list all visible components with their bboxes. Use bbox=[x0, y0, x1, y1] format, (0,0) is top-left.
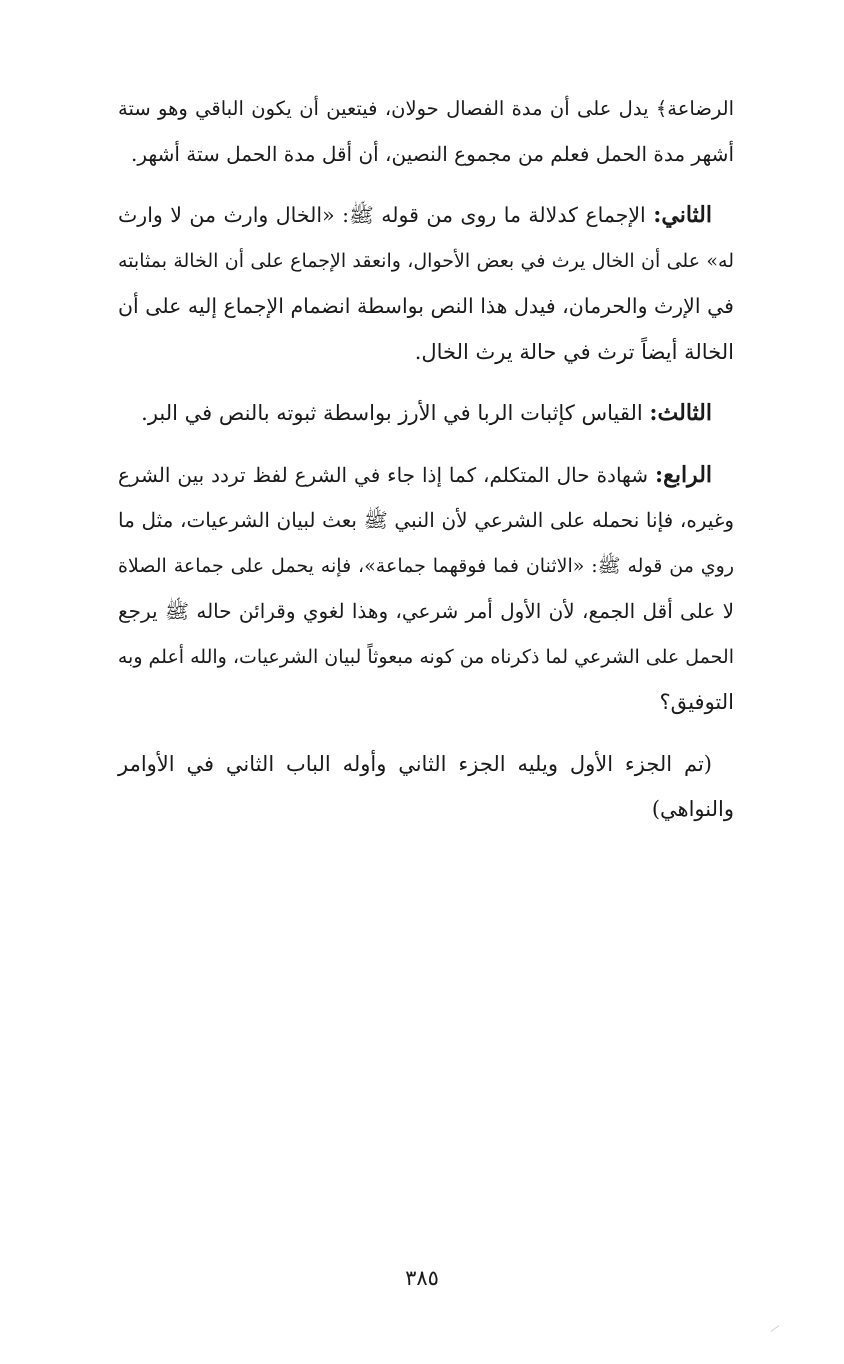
text-line: الحمل على الشرعي لما ذكرناه من كونه مبعوثاً لبيان الشرعيات، والله أعلم وبه bbox=[117, 645, 734, 668]
text-line: أشهر مدة الحمل فعلم من مجموع النصين، أن أقل مدة الحمل ستة أشهر. bbox=[131, 141, 734, 166]
text-line: له» على أن الخال يرث في بعض الأحوال، وانعقد الإجماع على أن الخالة بمثابته bbox=[118, 249, 734, 272]
paragraph-1 bbox=[118, 86, 734, 177]
text-line bbox=[118, 453, 734, 499]
paragraph-lead: الثالث: bbox=[649, 400, 712, 426]
text-line: الخالة أيضاً ترث في حالة يرث الخال. bbox=[414, 339, 734, 364]
text-run: القياس كإثبات الربا في الأرز بواسطة ثبوته بالنص في البر. bbox=[141, 401, 643, 425]
text-line: وغيره، فإنا نحمله على الشرعي لأن النبي ﷺ بعث لبيان الشرعيات، مثل ما bbox=[118, 508, 734, 532]
text-line: والنواهي) bbox=[651, 797, 734, 821]
text-line: التوفيق؟ bbox=[659, 690, 734, 714]
text-line: في الإرث والحرمان، فيدل هذا النص بواسطة انضمام الإجماع إليه على أن bbox=[118, 294, 734, 318]
text-line: الرضاعة﴾ يدل على أن مدة الفصال حولان، فيتعين أن يكون الباقي وهو ستة bbox=[118, 97, 734, 120]
paragraph-lead: الثاني: bbox=[653, 202, 712, 228]
paragraph-3 bbox=[118, 391, 734, 437]
text-line bbox=[118, 391, 734, 437]
text-line: روي من قوله ﷺ: «الاثنان فما فوقهما جماعة»، فإنه يحمل على جماعة الصلاة bbox=[118, 554, 734, 577]
text-run: الإجماع كدلالة ما روى من قوله ﷺ: «الخال وارث من لا وارث bbox=[118, 203, 646, 227]
text-line: (تم الجزء الأول ويليه الجزء الثاني وأوله الباب الثاني في الأوامر bbox=[118, 751, 712, 776]
paragraph-2 bbox=[118, 193, 734, 375]
text-run: شهادة حال المتكلم، كما إذا جاء في الشرع لفظ تردد بين الشرع bbox=[118, 462, 649, 487]
paragraph-lead: الرابع: bbox=[654, 461, 713, 488]
text-line bbox=[118, 193, 734, 239]
paragraph-5 bbox=[118, 742, 734, 833]
paragraph-4 bbox=[118, 453, 734, 726]
page-number: ٣٨٥ bbox=[405, 1266, 439, 1290]
text-line: لا على أقل الجمع، لأن الأول أمر شرعي، وهذا لغوي وقرائن حاله ﷺ يرجع bbox=[118, 599, 734, 623]
body-text bbox=[118, 86, 734, 849]
scan-mark bbox=[771, 1325, 780, 1332]
